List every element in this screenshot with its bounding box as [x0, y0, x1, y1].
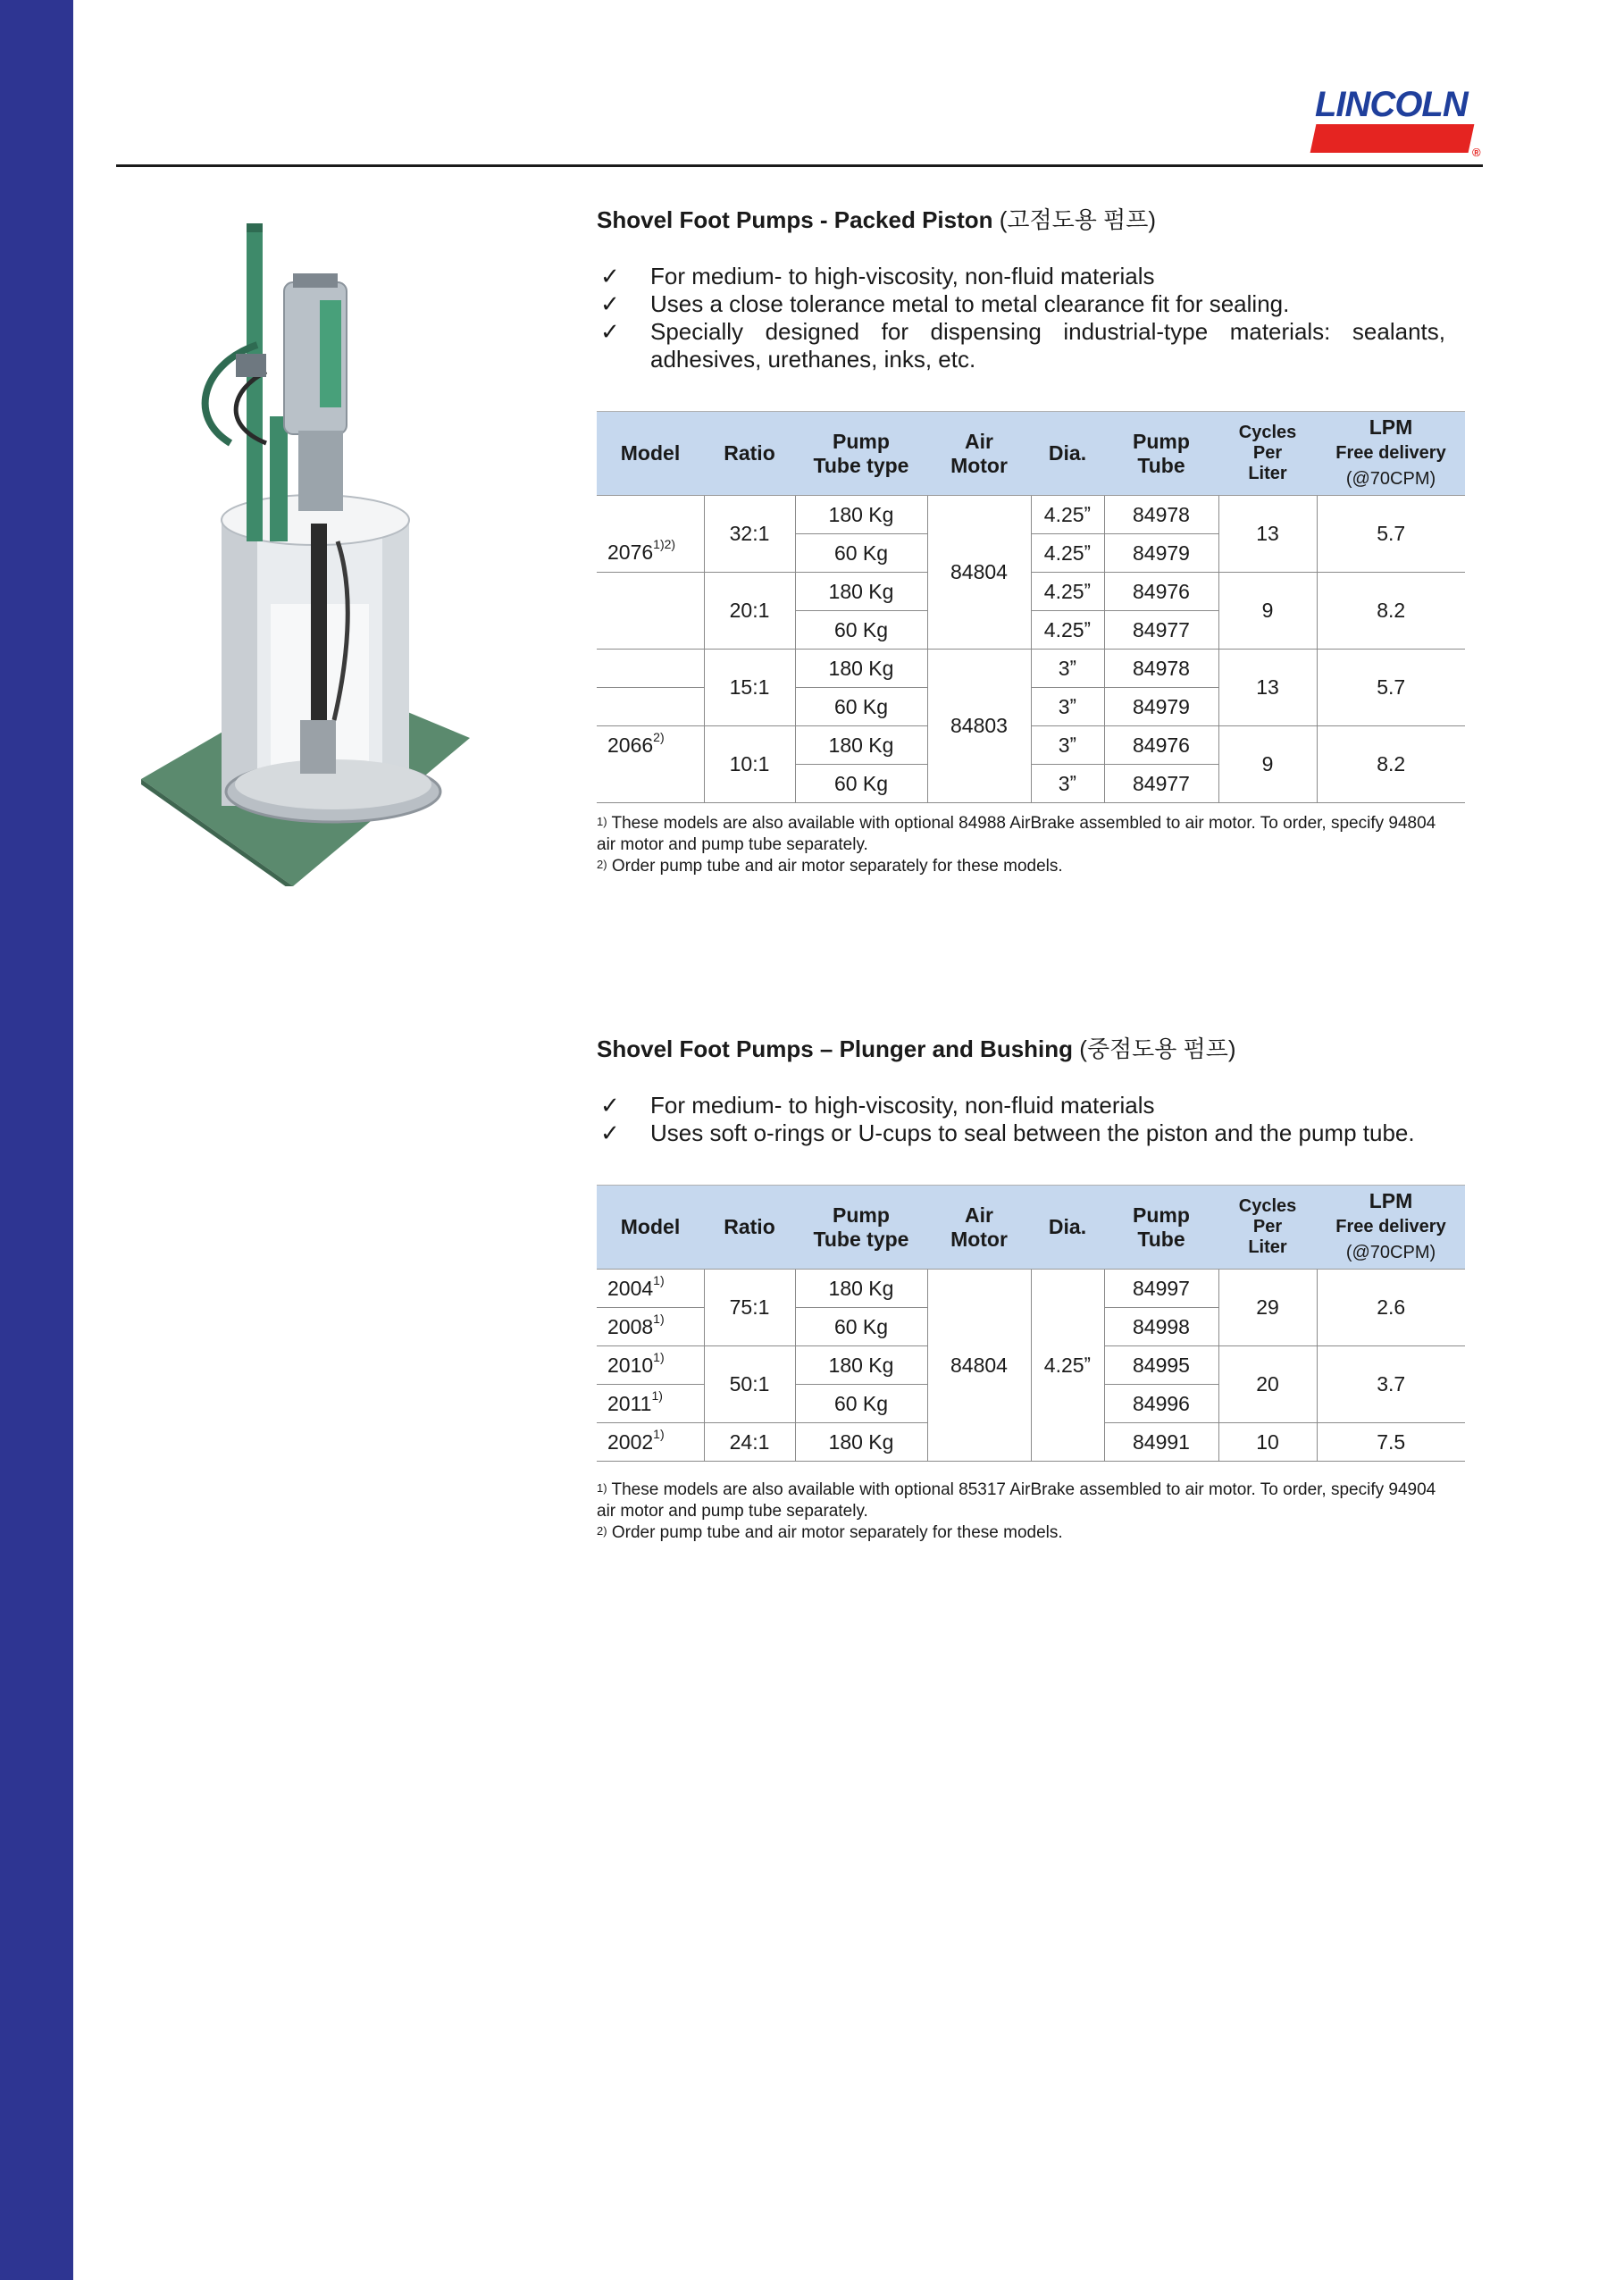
tube-type-cell: 180 Kg	[795, 1270, 927, 1308]
table-row	[597, 650, 1465, 688]
tube-type-cell: 60 Kg	[795, 688, 927, 726]
header-air-motor: Air Motor	[927, 412, 1031, 496]
bullet-item	[597, 290, 1445, 318]
section2-bullet-list	[597, 1092, 1445, 1147]
cycles-cell: 13	[1218, 650, 1317, 726]
table-row	[597, 496, 1465, 534]
header-cycles-per-liter: Cycles Per Liter	[1218, 412, 1317, 496]
header-model: Model	[597, 1186, 704, 1270]
tube-type-cell: 60 Kg	[795, 765, 927, 803]
footnote: $^{1)}$ These models are also available with optional 84988 AirBrake assembled to air motor. To order, specify 94804 air motor and pump tube separately.	[597, 814, 1436, 854]
header-dia: Dia.	[1031, 1186, 1104, 1270]
ratio-cell: 15:1	[704, 650, 795, 726]
footnote: $^{1)}$ These models are also available with optional 85317 AirBrake assembled to air motor. To order, specify 94904 air motor and pump tube separately.	[597, 1480, 1436, 1521]
model-cell	[597, 688, 704, 726]
header-air-motor: Air Motor	[927, 1186, 1031, 1270]
pump-tube-cell: 84977	[1104, 611, 1218, 650]
table-row	[597, 1270, 1465, 1308]
dia-cell: 3ˮ	[1031, 765, 1104, 803]
checkmark-icon: ✓	[600, 1092, 620, 1119]
tube-type-cell: 180 Kg	[795, 650, 927, 688]
header-ratio: Ratio	[704, 1186, 795, 1270]
bullet-text: For medium- to high-viscosity, non-fluid materials	[650, 1092, 1155, 1119]
pump-tube-cell: 84979	[1104, 534, 1218, 573]
tube-type-cell: 180 Kg	[795, 1346, 927, 1385]
tube-type-cell: 180 Kg	[795, 496, 927, 534]
section2-title-text: Shovel Foot Pumps – Plunger and Bushing	[597, 1035, 1074, 1062]
logo-red-bar	[1310, 124, 1475, 153]
ratio-cell: 20:1	[704, 573, 795, 650]
table-row	[597, 726, 1465, 765]
section1-title-text: Shovel Foot Pumps - Packed Piston	[597, 206, 993, 233]
pump-tube-cell: 84991	[1104, 1423, 1218, 1462]
section2-footnotes	[597, 1479, 1436, 1544]
lpm-cell: 3.7	[1317, 1346, 1465, 1423]
model-cell	[597, 573, 704, 611]
model-cell	[597, 496, 704, 534]
tube-type-cell: 60 Kg	[795, 1385, 927, 1423]
model-cell	[597, 650, 704, 688]
tube-type-cell: 60 Kg	[795, 1308, 927, 1346]
ratio-cell: 32:1	[704, 496, 795, 573]
section2-title-korean: (중점도용 펌프)	[1079, 1035, 1236, 1062]
dia-cell: 4.25ˮ	[1031, 496, 1104, 534]
header-pump-tube: Pump Tube	[1104, 1186, 1218, 1270]
model-cell: 2066$^{2)}$	[607, 729, 665, 757]
section2-title	[597, 1031, 1236, 1064]
lpm-cell: 8.2	[1317, 573, 1465, 650]
pump-tube-cell: 84976	[1104, 726, 1218, 765]
footnote: $^{2)}$ Order pump tube and air motor separately for these models.	[597, 1523, 1063, 1542]
left-sidebar-band	[0, 0, 73, 2280]
lpm-cell: 2.6	[1317, 1270, 1465, 1346]
model-cell: 2008$^{1)}$	[597, 1308, 704, 1346]
tube-type-cell: 60 Kg	[795, 611, 927, 650]
checkmark-icon: ✓	[600, 1119, 620, 1146]
pump-tube-cell: 84978	[1104, 650, 1218, 688]
registered-mark: ®	[1472, 146, 1481, 159]
section1-footnotes	[597, 813, 1436, 877]
dia-cell: 4.25ˮ	[1031, 534, 1104, 573]
header-pump-tube: Pump Tube	[1104, 412, 1218, 496]
dia-cell: 3ˮ	[1031, 650, 1104, 688]
pump-tube-cell: 84978	[1104, 496, 1218, 534]
model-cell	[597, 611, 704, 650]
air-motor-cell: 84804	[927, 1270, 1031, 1462]
bullet-item	[597, 1119, 1445, 1147]
header-pump-tube-type: Pump Tube type	[795, 412, 927, 496]
lpm-cell: 5.7	[1317, 650, 1465, 726]
model-cell: 2002$^{1)}$	[597, 1423, 704, 1462]
header-lpm: LPM Free delivery (@70CPM)	[1317, 412, 1465, 496]
dia-cell: 3ˮ	[1031, 688, 1104, 726]
section2-spec-table	[597, 1185, 1465, 1462]
pump-tube-cell: 84998	[1104, 1308, 1218, 1346]
section1-bullet-list	[597, 263, 1445, 373]
header-lpm: LPM Free delivery (@70CPM)	[1317, 1186, 1465, 1270]
dia-cell: 4.25ˮ	[1031, 573, 1104, 611]
pump-tube-cell: 84997	[1104, 1270, 1218, 1308]
cycles-cell: 10	[1218, 1423, 1317, 1462]
model-cell: 2010$^{1)}$	[597, 1346, 704, 1385]
lpm-cell: 5.7	[1317, 496, 1465, 573]
pump-photo	[132, 220, 472, 886]
bullet-item	[597, 318, 1445, 373]
tube-type-cell: 180 Kg	[795, 726, 927, 765]
pump-tube-cell: 84996	[1104, 1385, 1218, 1423]
lincoln-logo	[1311, 85, 1483, 158]
header-pump-tube-type: Pump Tube type	[795, 1186, 927, 1270]
dia-cell: 4.25ˮ	[1031, 1270, 1104, 1462]
bullet-item	[597, 1092, 1445, 1119]
ratio-cell: 75:1	[704, 1270, 795, 1346]
cycles-cell: 9	[1218, 726, 1317, 803]
dia-cell: 3ˮ	[1031, 726, 1104, 765]
model-cell: 2011$^{1)}$	[597, 1385, 704, 1423]
header-dia: Dia.	[1031, 412, 1104, 496]
bullet-text: For medium- to high-viscosity, non-fluid materials	[650, 263, 1155, 289]
footnote: $^{2)}$ Order pump tube and air motor separately for these models.	[597, 857, 1063, 876]
logo-wordmark: LINCOLN	[1315, 85, 1468, 124]
header-model: Model	[597, 412, 704, 496]
ratio-cell: 50:1	[704, 1346, 795, 1423]
model-cell: $2076^{1)2)}$	[597, 534, 704, 573]
dia-cell: 4.25ˮ	[1031, 611, 1104, 650]
table-header-row	[597, 1186, 1465, 1270]
tube-type-cell: 180 Kg	[795, 1423, 927, 1462]
table-row	[597, 573, 1465, 611]
bullet-item	[597, 263, 1445, 290]
ratio-cell: 10:1	[704, 726, 795, 803]
pump-tube-cell: 84976	[1104, 573, 1218, 611]
bullet-text: Uses a close tolerance metal to metal clearance fit for sealing.	[650, 290, 1290, 317]
pump-tube-cell: 84995	[1104, 1346, 1218, 1385]
cycles-cell: 9	[1218, 573, 1317, 650]
lpm-cell: 7.5	[1317, 1423, 1465, 1462]
section1-title-korean: (고점도용 펌프)	[999, 206, 1157, 233]
model-cell	[597, 765, 704, 803]
pump-tube-cell: 84977	[1104, 765, 1218, 803]
air-motor-cell: 84804	[927, 496, 1031, 650]
bullet-text: Uses soft o-rings or U-cups to seal between the piston and the pump tube.	[650, 1119, 1415, 1146]
bullet-text: Specially designed for dispensing industrial-type materials: sealants, adhesives, urethanes, inks, etc.	[650, 318, 1445, 373]
pump-tube-cell: 84979	[1104, 688, 1218, 726]
ratio-cell: 24:1	[704, 1423, 795, 1462]
air-motor-cell: 84803	[927, 650, 1031, 803]
header-cycles-per-liter: Cycles Per Liter	[1218, 1186, 1317, 1270]
lpm-cell: 8.2	[1317, 726, 1465, 803]
section1-title	[597, 202, 1156, 235]
tube-type-cell: 60 Kg	[795, 534, 927, 573]
cycles-cell: 29	[1218, 1270, 1317, 1346]
cycles-cell: 20	[1218, 1346, 1317, 1423]
tube-type-cell: 180 Kg	[795, 573, 927, 611]
checkmark-icon: ✓	[600, 290, 620, 317]
header-rule	[116, 164, 1483, 167]
cycles-cell: 13	[1218, 496, 1317, 573]
checkmark-icon: ✓	[600, 318, 620, 345]
section1-spec-table	[597, 411, 1465, 803]
checkmark-icon: ✓	[600, 263, 620, 289]
table-header-row	[597, 412, 1465, 496]
header-ratio: Ratio	[704, 412, 795, 496]
model-cell: 2004$^{1)}$	[597, 1270, 704, 1308]
